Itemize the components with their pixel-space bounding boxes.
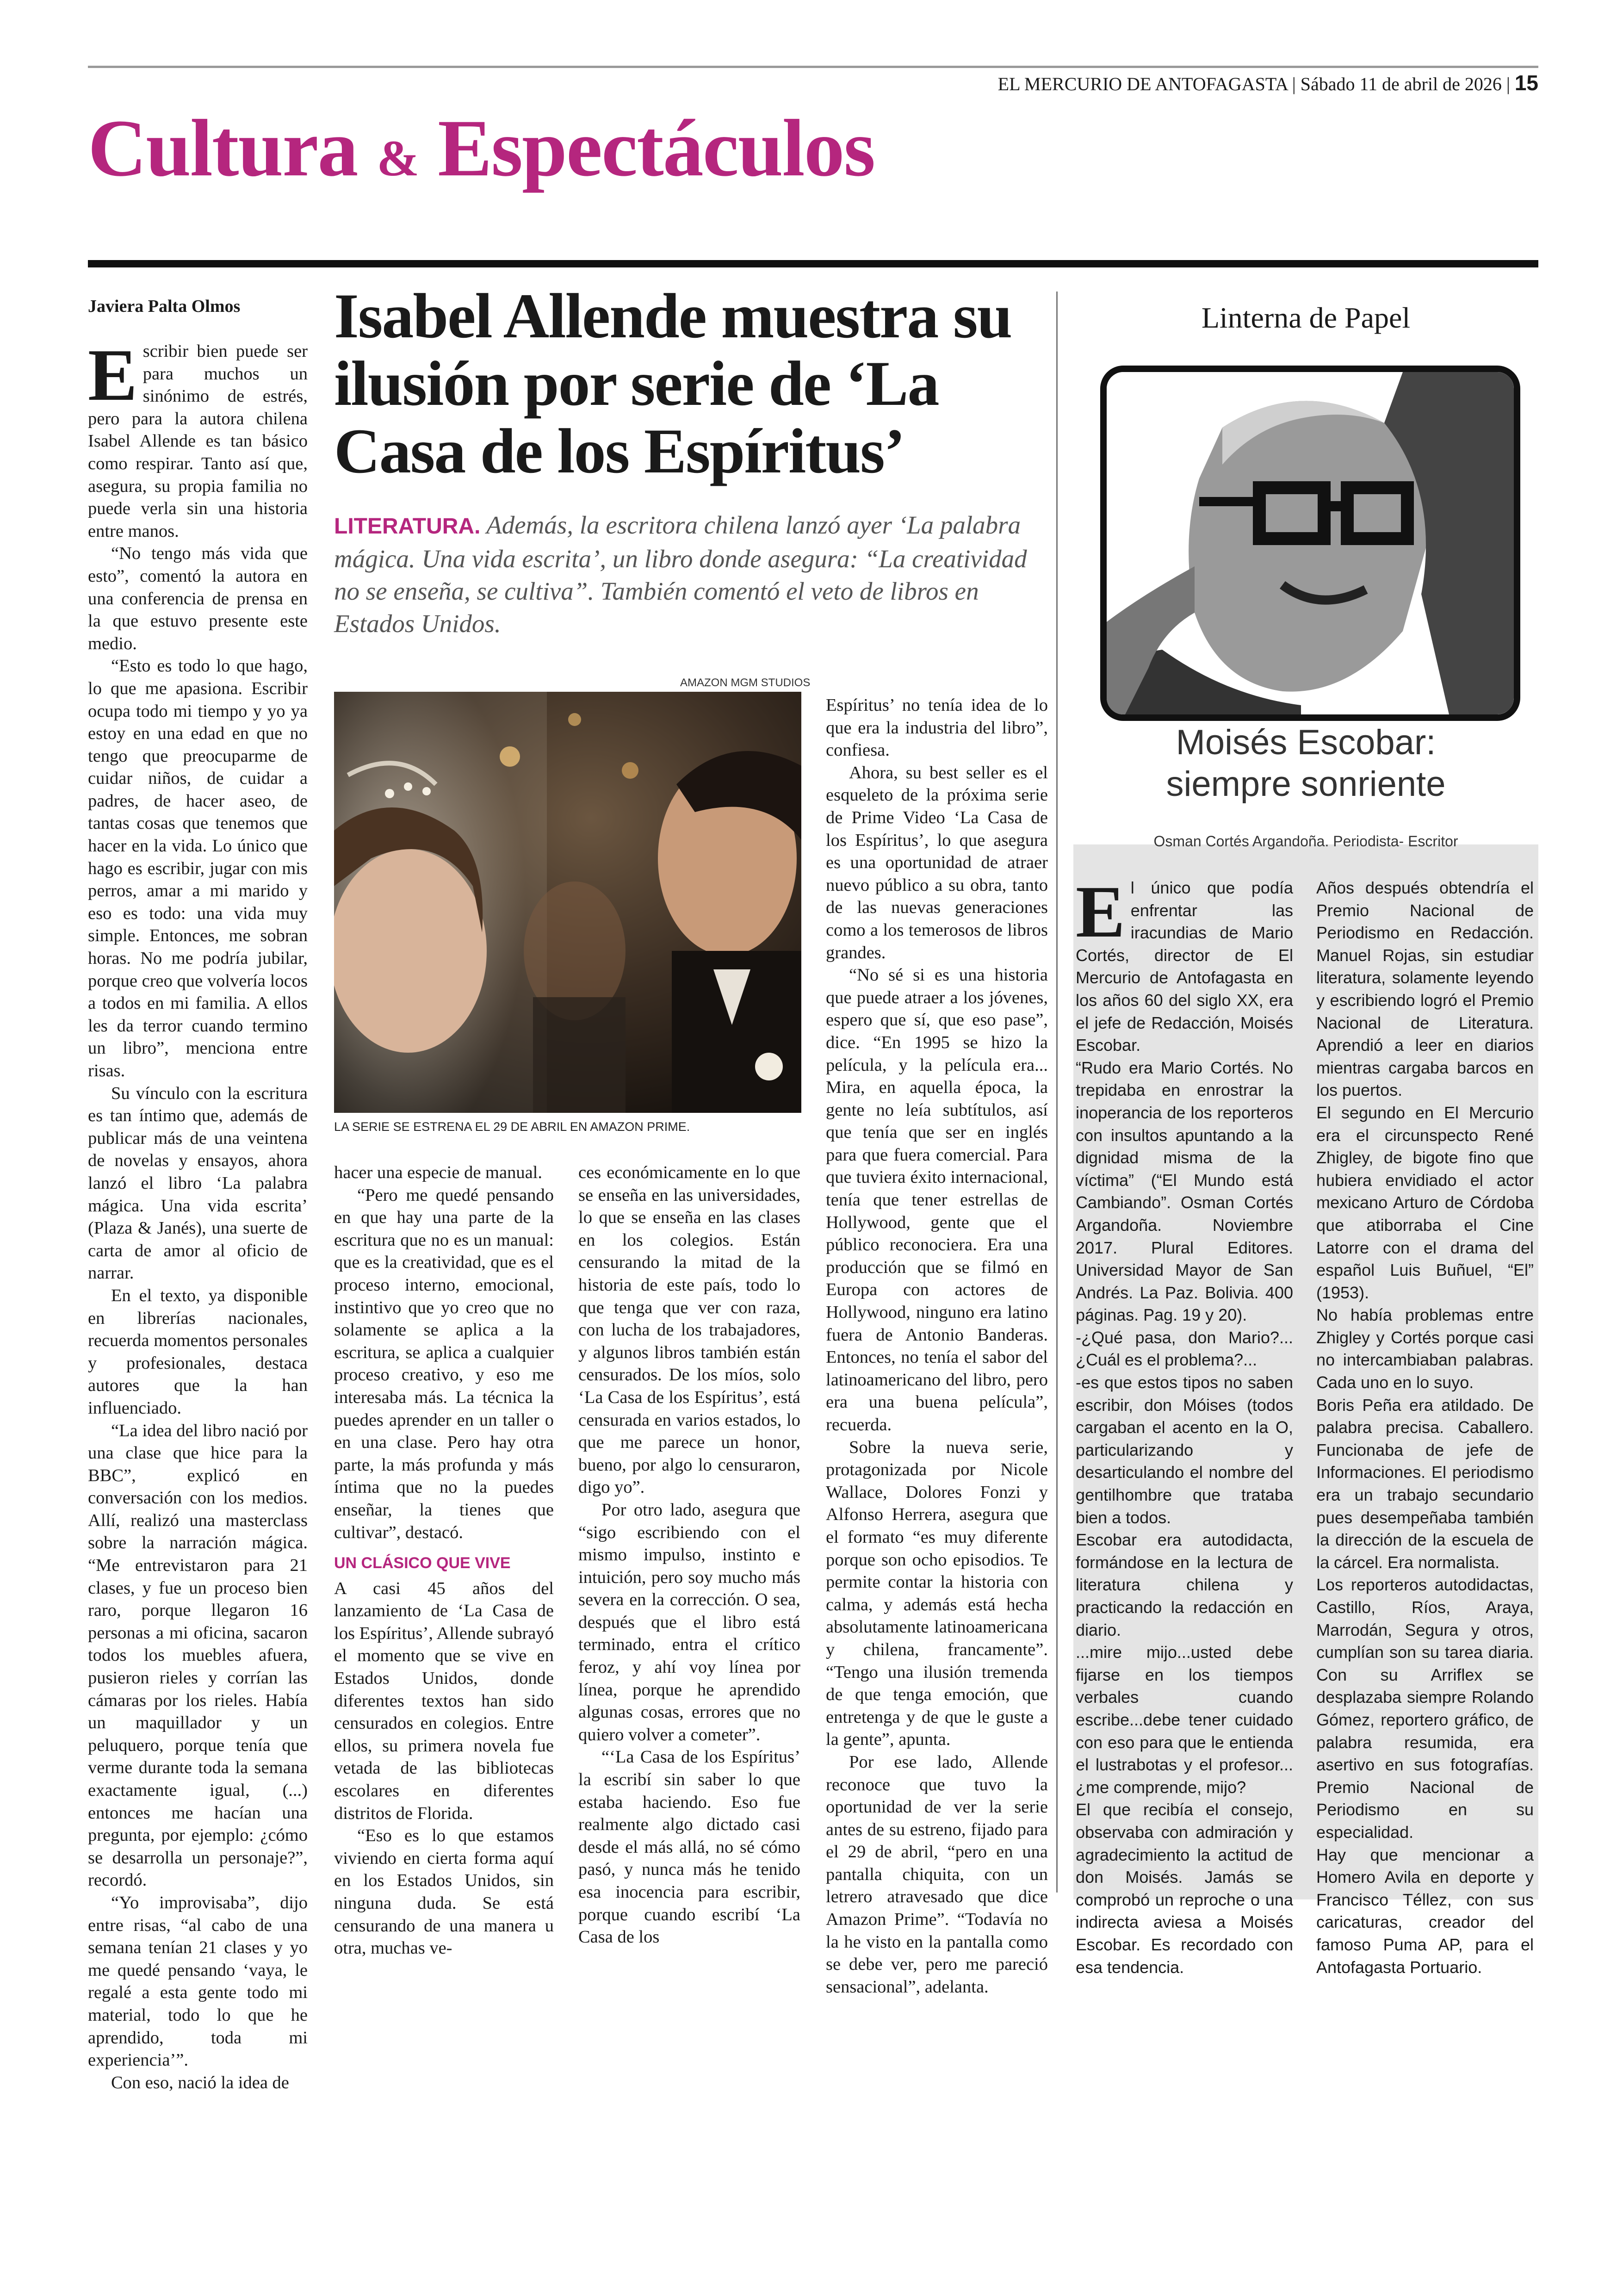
headline: Isabel Allende muestra su ilusión por serie de ‘La Casa de los Espíritus’	[334, 280, 1012, 486]
paragraph: “Rudo era Mario Cortés. No trepidaba en enrostrar la inoperancia de los reporteros con insultos apuntando a la dignidad misma de la víctima” (“El Mundo está Cambiando”. Osman Cortés Argandoña. Noviembre 2017. Plural Editores. Universidad Mayor de San Andrés. La Paz. Bolivia. 400 páginas. Pag. 19 y 20).	[1076, 1058, 1293, 1325]
paragraph: Ahora, su best seller es el esqueleto de la próxima serie de Prime Video ‘La Casa de los Espíritus’, lo que asegura es una oportunidad de atraer nuevo público a su obra, tanto de las nuevas generaciones como a los temerosos de libros grandes.	[826, 763, 1048, 962]
dek-text: Además, la escritora chilena lanzó ayer ‘La palabra mágica. Una vida escrita’, un libro donde asegura: “La creatividad no se enseña, se cultiva”. También comentó el veto de libros en Estados Unidos.	[334, 511, 1027, 638]
paragraph: “‘La Casa de los Espíritus’ la escribí sin saber lo que estaba haciendo. Eso fue realmente algo dictado casi desde el más allá, no sé cómo pasó, y nunca más he tenido esa inocencia para escribir, porque cuando escribí ‘La Casa de los	[578, 1747, 800, 1947]
paragraph: A casi 45 años del lanzamiento de ‘La Casa de los Espíritus’, Allende subrayó el momento que se vive en Estados Unidos, donde diferentes textos han sido censurados en colegios. Entre ellos, su primera novela fue vetada de las bibliotecas escolares en diferentes distritos de Florida.	[334, 1578, 554, 1823]
top-rule	[88, 66, 1538, 68]
paragraph: “Eso es lo que estamos viviendo en cierta forma aquí en los Estados Unidos, sin ninguna duda. Se está censurando de una manera u otra, muchas ve-	[334, 1826, 554, 1958]
sidebar-headline	[1083, 722, 1529, 805]
section-title-a: Cultura	[88, 103, 358, 193]
section-title-b: Espectáculos	[438, 103, 875, 193]
subhead: UN CLÁSICO QUE VIVE	[334, 1554, 511, 1572]
sidebar-author: Osman Cortés Argandoña. Periodista- Escritor	[1153, 833, 1458, 850]
paragraph: El que recibía el consejo, observaba con admiración y agradecimiento la actitud de don Moisés. Jamás se comprobó un reproche o una indirecta aviesa a Moisés Escobar. Es recordado con esa tendencia.	[1076, 1800, 1293, 1977]
paragraph: Por otro lado, asegura que “sigo escribiendo con el mismo impulso, instinto e intuición, pero soy mucho más severa en la corrección. O sea, después que el libro está terminado, entra el crítico feroz, y ahí voy línea por línea, porque he aprendido algunas cosas, errores que no quiero volver a cometer”.	[578, 1500, 800, 1744]
sidebar-headline-line-2: siempre sonriente	[1166, 764, 1446, 804]
sidebar-column-2	[1316, 877, 1534, 1979]
article-column-1	[88, 334, 308, 2094]
paragraph: Su vínculo con la escritura es tan íntimo que, además de publicar más de una veintena de novelas y ensayos, ahora lanzó el libro ‘La palabra mágica. Una vida escrita’ (Plaza & Janés), una suerte de carta de amor al oficio de narrar.	[88, 1083, 308, 1283]
paragraph: El segundo en El Mercurio era el circunspecto René Zhigley, de bigote fino que hubiera envidiado el actor mexicano Arturo de Córdoba que atiborraba el Cine Latorre con el drama del español Luis Buñuel, “El” (1953).	[1316, 1103, 1534, 1302]
paragraph: “Esto es todo lo que hago, lo que me apasiona. Escribir ocupa todo mi tiempo y yo ya estoy en una edad en que no tengo que preocuparme de cuidar niños, de cuidar a padres, de hacer aseo, de tantas cosas que tenemos que hacer en la vida. Lo único que hago es escribir, jugar con mis perros, amar a mi marido y eso es todo: una vida muy simple. Entonces, me sobran horas. No me podría jubilar, porque creo que volvería locos a todos en mi familia. A ellos les da terror cuando termino un libro”, menciona entre risas.	[88, 656, 308, 1080]
byline: Javiera Palta Olmos	[88, 297, 241, 316]
paragraph: Escobar era autodidacta, formándose en la lectura de literatura chilena y practicando la redacción en diario.	[1076, 1530, 1293, 1639]
photo-caption: LA SERIE SE ESTRENA EL 29 DE ABRIL EN AMAZON PRIME.	[334, 1120, 690, 1134]
drop-cap: E	[88, 334, 137, 416]
paragraph: “La idea del libro nació por una clase que hice para la BBC”, explicó en conversación con los medios. Allí, realizó una masterclass sobre la narración mágica. “Me entrevistaron para 21 clases, y fue un proceso bien raro, porque llegaron 16 personas a mi oficina, sacaron todos los muebles afuera, pusieron rieles y corrían las cámaras por los rieles. Había un maquillador y un peluquero, porque tenía que verme durante toda la semana exactamente igual, (...) entonces me hacían una pregunta, por ejemplo: ¿cómo se desarrolla un personaje?”, recordó.	[88, 1421, 308, 1890]
paragraph: Por ese lado, Allende reconoce que tuvo la oportunidad de ver la serie antes de su estreno, fijado para el 29 de abril, “pero en una pantalla chiquita, con un letrero atravesado que dice Amazon Prime”. “Todavía no la he visto en la pantalla como se debe ver, pero me pareció sensacional”, adelanta.	[826, 1752, 1048, 1997]
section-rule	[88, 260, 1538, 267]
sidebar-drop-cap: E	[1076, 870, 1125, 953]
dek-kicker: LITERATURA.	[334, 514, 481, 539]
photo-credit: AMAZON MGM STUDIOS	[680, 676, 811, 689]
article-column-2	[334, 1161, 554, 1960]
paragraph: “Yo improvisaba”, dijo entre risas, “al cabo de una semana tenían 21 clases y yo me quedé pensando ‘vaya, le regalé a esta gente todo mi material, todo lo que he aprendido, toda mi experiencia’”.	[88, 1893, 308, 2070]
dateline	[998, 70, 1538, 95]
paragraph: l único que podía enfrentar las iracundias de Mario Cortés, director de El Mercurio de Antofagasta en los años 60 del siglo XX, era el jefe de Redacción, Moisés Escobar.	[1076, 878, 1293, 1055]
section-title-amp: &	[377, 130, 419, 186]
paragraph: Hay que mencionar a Homero Avila en deporte y Francisco Téllez, con sus caricaturas, creador del famoso Puma AP, para el Antofagasta Portuario.	[1316, 1845, 1534, 1977]
sidebar-column-1	[1076, 870, 1293, 1979]
paragraph: No había problemas entre Zhigley y Cortés porque casi no intercambiaban palabras. Cada uno en lo suyo.	[1316, 1305, 1534, 1392]
paragraph: Sobre la nueva serie, protagonizada por Nicole Wallace, Dolores Fonzi y Alfonso Herrera, asegura que el formato “es muy diferente porque son ocho episodios. Te permite contar la historia con calma, y además está hecha absolutamente latinoamericana y chilena, francamente”. “Tengo una ilusión tremenda de que tenga emoción, que entretenga y de que le guste a la gente”, apunta.	[826, 1437, 1048, 1750]
page-number: 15	[1514, 71, 1538, 95]
wedding-photo-illustration	[334, 692, 801, 1113]
column-divider	[1056, 292, 1058, 1893]
author-portrait	[1100, 366, 1520, 721]
paragraph: En el texto, ya disponible en librerías nacionales, recuerda momentos personales y profesionales, destaca autores que la han influenciado.	[88, 1285, 308, 1418]
paragraph: ...mire mijo...usted debe fijarse en los tiempos verbales cuando escribe...debe tener cuidado con eso para que le entienda el lustrabotas y el profesor... ¿me comprende, mijo?	[1076, 1643, 1293, 1797]
portrait-illustration	[1107, 372, 1514, 714]
sidebar-column-name: Linterna de Papel	[1201, 301, 1411, 334]
paragraph: “Pero me quedé pensando en que hay una parte de la escritura que no es un manual: que es la creatividad, que es el proceso interno, emocional, instintivo que yo creo que no solamente se aplica a la escritura, se aplica a cualquier proceso creativo, y eso me interesaba más. La técnica la puedes aprender en un taller o en una clase. Pero hay otra parte, la más profunda y más íntima que no la puedes enseñar, la tienes que cultivar”, destacó.	[334, 1185, 554, 1542]
dek	[334, 509, 1047, 640]
paragraph: Con eso, nació la idea de	[111, 2073, 289, 2092]
paragraph: Los reporteros autodidactas, Castillo, Ríos, Araya, Marrodán, Segura y otros, cumplían son su tarea diaria. Con su Arriflex se desplazaba siempre Rolando Gómez, reportero gráfico, de palabra resumida, era asertivo en sus fotografías. Premio Nacional de Periodismo en su especialidad.	[1316, 1575, 1534, 1842]
paragraph: Espíritus’ no tenía idea de lo que era la industria del libro”, confiesa.	[826, 695, 1048, 760]
section-title	[88, 102, 874, 195]
article-column-4	[826, 694, 1048, 1998]
paragraph: -es que estos tipos no saben escribir, don Móises (todos cargaban el acento en la O, particularizando y desarticulando el nombre del gentilhombre que trataba bien a todos.	[1076, 1373, 1293, 1527]
article-column-3	[578, 1161, 800, 1948]
dateline-text: EL MERCURIO DE ANTOFAGASTA | Sábado 11 de abril de 2026 |	[997, 74, 1510, 94]
paragraph: “No sé si es una historia que puede atraer a los jóvenes, espero que sí, que eso pase”, dice. “En 1995 se hizo la película, y la película era... Mira, en aquella época, la gente no leía subtítulos, así que tenía que ser en inglés para que fuera comercial. Para que tuviera éxito internacional, tenía que tener estrellas de Hollywood, gente que el público reconociera. Era una producción que se filmó en Europa con actores de Hollywood, ninguno era latino fuera de Antonio Banderas. Entonces, no tenía el sabor del latinoamericano del libro, pero era una buena película”, recuerda.	[826, 965, 1048, 1434]
paragraph: ces económicamente en lo que se enseña en las universidades, lo que se enseña en las clases en los colegios. Están censurando la mitad de la historia de este país, todo lo que tenga que ver con raza, con lucha de los trabajadores, y algunos libros también están censurados. De los míos, solo ‘La Casa de los Espíritus’, está censurada en varios estados, lo que me parece un honor, bueno, por algo lo censuraron, digo yo”.	[578, 1163, 800, 1497]
paragraph: Años después obtendría el Premio Nacional de Periodismo en Redacción. Manuel Rojas, sin estudiar literatura, solamente leyendo y escribiendo logró el Premio Nacional de Literatura. Aprendió a leer en diarios mientras cargaba barcos en los puertos.	[1316, 878, 1534, 1100]
paragraph: scribir bien puede ser para muchos un sinónimo de estrés, pero para la autora chilena Isabel Allende es tan básico como respirar. Tanto así que, asegura, su propia familia no puede verla sin una historia entre manos.	[88, 341, 308, 541]
sidebar-headline-line-1: Moisés Escobar:	[1176, 723, 1436, 762]
paragraph: Boris Peña era atildado. De palabra precisa. Caballero. Funcionaba de jefe de Informaciones. El periodismo era un trabajo secundario pues desempeñaba también la dirección de la escuela de la cárcel. Era normalista.	[1316, 1395, 1534, 1572]
paragraph: hacer una especie de manual.	[334, 1163, 542, 1182]
paragraph: “No tengo más vida que esto”, comentó la autora en una conferencia de prensa en la que estuvo presente este medio.	[88, 544, 308, 653]
paragraph: -¿Qué pasa, don Mario?...¿Cuál es el problema?...	[1076, 1328, 1293, 1370]
article-photo	[334, 692, 801, 1113]
